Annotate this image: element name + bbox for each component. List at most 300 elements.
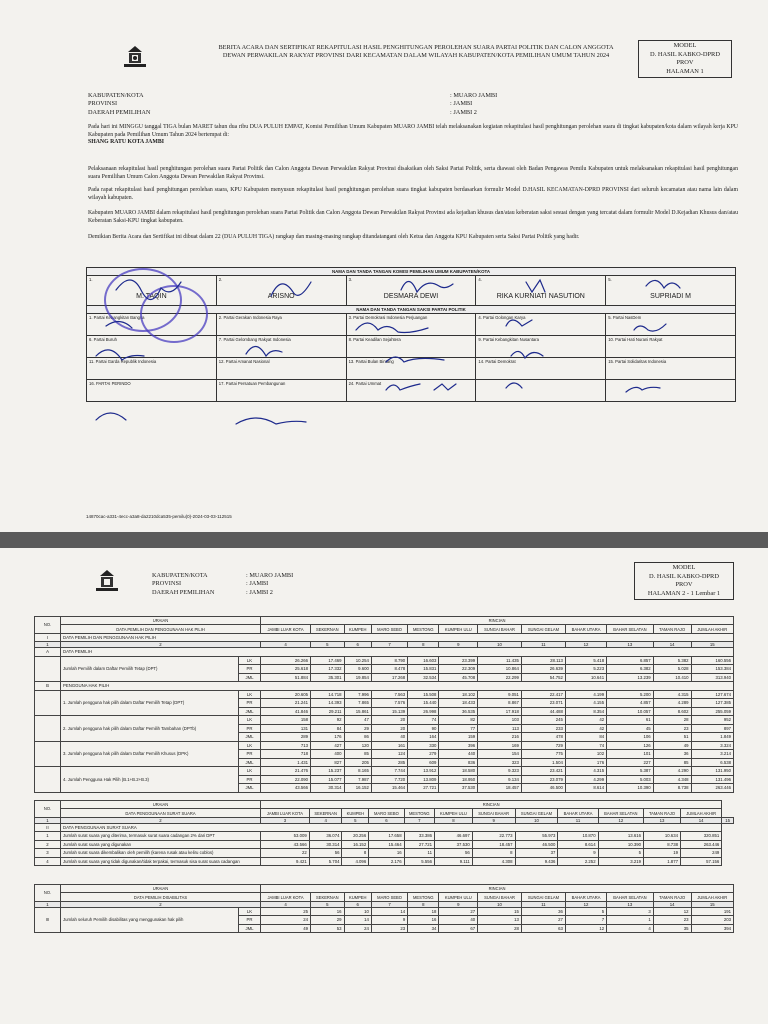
paragraph-opening-text: Pada hari ini MINGGU tanggal TIGA bulan MARET tahun dua ribu DUA PULUH EMPAT, Komisi Pemilihan Umum Kabupaten MUARO JAMBI telah melaksanakan kegiatan rekapitulasi hasil penghitungan perolehan suara di tingkat kabupaten/kota dalam wilayah kerja KPU Kabupaten pada Pemilihan Umum Tahun 2024 bertempat di: [88, 124, 738, 138]
gender-code: LK [239, 690, 261, 699]
kpu-logo-icon [120, 44, 150, 70]
cell-value: 169 [478, 741, 522, 750]
official-cell [476, 276, 606, 306]
cell-value: 25 [261, 907, 311, 916]
cell-value: 20.605 [261, 690, 311, 699]
gender-code: LK [239, 767, 261, 776]
cell-value: 2.176 [369, 857, 404, 866]
cell-value: 37.530 [439, 784, 478, 793]
cell-value: 28 [478, 924, 522, 933]
info-label-kabupaten: KABUPATEN/KOTA [152, 572, 208, 579]
header-district: MESTONG [404, 809, 434, 817]
cell-value: 3.214 [691, 750, 733, 759]
info-value-provinsi: : JAMBI [246, 580, 269, 588]
row-number [35, 716, 61, 742]
column-number: 6 [344, 901, 371, 907]
cell-value: 24 [261, 916, 311, 925]
header-section-title: DATA PENGGUNAAN SURAT SUARA [61, 809, 261, 817]
row-number: 4 [35, 857, 61, 866]
header-district: TAMAN RAJO [644, 809, 681, 817]
info-label-provinsi: PROVINSI [88, 100, 118, 108]
header-district: BAHAR SELATAN [598, 809, 643, 817]
column-number: 1 [35, 642, 61, 648]
cell-value: 26.639 [521, 665, 565, 674]
paragraph-place: SHANG RATU KOTA JAMBI [88, 139, 164, 146]
cell-value: 35.301 [311, 673, 345, 682]
gender-code: PR [239, 750, 261, 759]
row-number [35, 767, 61, 793]
cell-value: 25.618 [261, 665, 311, 674]
cell-value: 53.009 [261, 832, 310, 841]
table-row [35, 907, 734, 916]
section-a-number: A [35, 648, 61, 657]
cell-value: 396 [439, 741, 478, 750]
column-number: 2 [61, 817, 261, 823]
cell-value: 330 [408, 741, 439, 750]
party-label: 15. Partai Solidaritas Indonesia [608, 359, 667, 364]
official-number: 1. [89, 277, 93, 282]
saksi-signature-header: NAMA DAN TANDA TANGAN SAKSI PARTAI POLITIK [87, 306, 736, 314]
party-label: 9. Partai Kebangkitan Nusantara [478, 337, 539, 342]
cell-value: 609 [408, 758, 439, 767]
row-number: III [35, 907, 61, 933]
kpu-logo-icon [92, 568, 122, 594]
table-row [35, 716, 734, 725]
table-header-row [35, 893, 734, 901]
cell-value: 17.268 [371, 673, 407, 682]
document-id: 14870cac-a331-4ecc-a3a8-da2210dca535-pemilu(0)-2024-03-03-112515 [86, 514, 232, 519]
cell-value: 26.998 [408, 707, 439, 716]
official-name: M. TAQIN [136, 293, 167, 300]
cell-value: 40 [371, 733, 407, 742]
column-number: 10 [478, 642, 522, 648]
cell-value: 23 [653, 724, 691, 733]
kpu-signature-header: NAMA DAN TANDA TANGAN KOMISI PEMILIHAN UMUM KABUPATEN/KOTA [87, 268, 736, 276]
party-label: 24. Partai Ummat [348, 381, 382, 386]
cell-value: 15 [478, 907, 522, 916]
official-number: 5. [608, 277, 612, 282]
cell-value: 15.237 [311, 767, 345, 776]
cell-value: 7.987 [344, 775, 371, 784]
cell-value: 102 [565, 750, 606, 759]
row-label: 4. Jumlah Pengguna Hak Pilih (B.1+B.2+B.3) [61, 767, 239, 793]
cell-value: 90 [408, 724, 439, 733]
gender-code: LK [239, 716, 261, 725]
cell-value: 42 [565, 716, 606, 725]
cell-value: 36.074 [309, 832, 342, 841]
cell-value: 74 [565, 741, 606, 750]
cell-value: 28.113 [521, 656, 565, 665]
cell-value: 23 [371, 924, 407, 933]
column-number: 5 [311, 642, 345, 648]
cell-value: 14.718 [311, 690, 345, 699]
cell-value: 478 [521, 733, 565, 742]
cell-value: 5.223 [565, 665, 606, 674]
cell-value: 8.738 [644, 840, 681, 849]
column-number: 15 [722, 817, 734, 823]
cell-value: 10.390 [598, 840, 643, 849]
cell-value: 400 [311, 750, 345, 759]
cell-value: 46.697 [435, 832, 473, 841]
party-cell [606, 380, 736, 402]
row-label: 3. Jumlah pengguna hak pilih dalam Daftar Pemilih Khusus (DPK) [61, 741, 239, 767]
cell-value: 713 [261, 741, 311, 750]
model-box [638, 40, 732, 78]
gender-code: LK [239, 656, 261, 665]
party-label: 14. Partai Demokrat [478, 359, 516, 364]
header-district: SUNGAI BAHAR [478, 625, 522, 633]
cell-value: 54.752 [521, 673, 565, 682]
cell-value: 4.289 [653, 699, 691, 708]
cell-value: 49 [653, 741, 691, 750]
party-label: 16. PARTAI PERINDO [89, 381, 131, 386]
column-number: 1 [35, 901, 61, 907]
cell-value: 952 [691, 716, 733, 725]
cell-value: 440 [439, 750, 478, 759]
party-cell [87, 380, 217, 402]
section-b-body [35, 690, 734, 792]
section-a-title: DATA PEMILIH [61, 648, 734, 657]
section-1-row [35, 633, 734, 642]
party-label: 7. Partai Gelombang Rakyat Indonesia [218, 337, 291, 342]
column-number: 12 [598, 817, 643, 823]
cell-value: 9.111 [435, 857, 473, 866]
party-cell [216, 336, 346, 358]
cell-value: 11.435 [478, 656, 522, 665]
cell-value: 120 [344, 741, 371, 750]
section-2-body [35, 823, 734, 866]
column-number: 11 [521, 642, 565, 648]
row-label: Jumlah surat suara dikembalikan oleh pemilih (karena rusak atau keliru coblos) [61, 849, 261, 858]
table-header-row [35, 885, 734, 893]
cell-value: 51.884 [261, 673, 311, 682]
party-cell [346, 358, 476, 380]
party-label: 17. Partai Persatuan Pembangunan [218, 381, 286, 386]
cell-value: 7.720 [371, 775, 407, 784]
cell-value: 8.165 [344, 767, 371, 776]
cell-value: 8.738 [653, 784, 691, 793]
header-district: SUNGAI BAHAR [478, 893, 522, 901]
table-header-row [35, 809, 734, 817]
table-section-3 [34, 884, 734, 933]
cell-value: 22.090 [261, 775, 311, 784]
cell-value: 67 [439, 924, 478, 933]
header-district: BAHAR UTARA [558, 809, 598, 817]
table-row [35, 690, 734, 699]
model-line-2: D. HASIL KABKO-DPRD [649, 572, 719, 580]
cell-value: 161 [371, 741, 407, 750]
cell-value: 36.535 [439, 707, 478, 716]
column-number: 14 [653, 901, 691, 907]
cell-value: 729 [521, 741, 565, 750]
cell-value: 85 [653, 758, 691, 767]
cell-value: 27 [521, 916, 565, 925]
cell-value: 8 [472, 849, 515, 858]
gender-code: JML [239, 784, 261, 793]
cell-value: 12 [565, 924, 606, 933]
table-row [35, 741, 734, 750]
header-district: JUMLAH AKHIR [680, 809, 721, 817]
column-number: 5 [342, 817, 369, 823]
header-district: MARO SEBO [369, 809, 404, 817]
cell-value: 7.865 [344, 699, 371, 708]
section-2-row [35, 823, 734, 832]
header-district: KUMPEH ULU [439, 893, 478, 901]
cell-value: 15.440 [408, 699, 439, 708]
official-cell [346, 276, 476, 306]
info-labels-page2 [152, 572, 214, 597]
party-label: 11. Partai Garda Republik Indonesia [89, 359, 157, 364]
cell-value: 4.290 [653, 767, 691, 776]
cell-value: 23.399 [439, 656, 478, 665]
model-line-3: PROV [676, 59, 694, 67]
cell-value: 158 [261, 716, 311, 725]
cell-value: 227 [607, 758, 654, 767]
cell-value: 203 [691, 916, 733, 925]
column-number: 4 [309, 817, 342, 823]
cell-value: 4.315 [565, 767, 606, 776]
official-number: 2. [218, 277, 223, 282]
column-number: 4 [261, 901, 311, 907]
party-label: 12. Partai Amanat Nasional [218, 359, 270, 364]
cell-value: 13.239 [607, 673, 654, 682]
header-district: SUNGAI GELAM [521, 625, 565, 633]
cell-value: 323 [478, 758, 522, 767]
cell-value: 3 [607, 907, 654, 916]
info-labels [88, 92, 150, 117]
header-district: SUNGAI BAHAR [472, 809, 515, 817]
model-line-3: PROV [675, 581, 693, 589]
party-cell [476, 314, 606, 336]
row-number: 3 [35, 849, 61, 858]
cell-value: 37 [515, 849, 558, 858]
cell-value: 9.323 [478, 767, 522, 776]
paragraph-opening [88, 124, 738, 147]
cell-value: 32.534 [408, 673, 439, 682]
party-label: 13. Partai Bulan Bintang [348, 359, 394, 364]
row-number: 1 [35, 832, 61, 841]
header-rincian: RINCIAN [261, 617, 734, 625]
model-line-1: MODEL [672, 564, 696, 571]
cell-value: 13 [478, 916, 522, 925]
cell-value: 9 [558, 849, 598, 858]
column-number: 10 [478, 901, 522, 907]
cell-value: 56 [309, 849, 342, 858]
cell-value: 29.211 [311, 707, 345, 716]
cell-value: 1 [607, 916, 654, 925]
gender-code: JML [239, 673, 261, 682]
row-label: Jumlah surat suara yang tidak digunakan/tidak terpakai, termasuk sisa surat suara cadangan [61, 857, 261, 866]
party-label: 4. Partai Golongan Karya [478, 315, 526, 320]
table-row [35, 849, 734, 858]
column-number: 13 [607, 642, 654, 648]
cell-value: 45 [607, 724, 654, 733]
title-line-1: BERITA ACARA DAN SERTIFIKAT REKAPITULASI HASIL PENGHITUNGAN PEROLEHAN SUARA PARTAI POLITIK DAN CALON ANGGOTA [218, 44, 614, 51]
cell-value: 18.457 [478, 784, 522, 793]
cell-value: 36 [653, 750, 691, 759]
cell-value: 9.436 [515, 857, 558, 866]
cell-value: 5.387 [607, 767, 654, 776]
column-number: 1 [35, 817, 61, 823]
column-number: 13 [644, 817, 681, 823]
cell-value: 27 [439, 907, 478, 916]
party-label: 8. Partai Keadilan Sejahtera [348, 337, 401, 342]
column-number: 12 [565, 901, 606, 907]
cell-value: 15.508 [408, 690, 439, 699]
cell-value: 16 [311, 907, 345, 916]
cell-value: 82 [439, 716, 478, 725]
table-row [35, 840, 734, 849]
header-district: JUMLAH AKHIR [691, 893, 733, 901]
cell-value: 22 [261, 849, 310, 858]
cell-value: 41.846 [261, 707, 311, 716]
header-section-title: DATA PEMILIH DISABILITAS [61, 893, 261, 901]
cell-value: 14 [344, 916, 371, 925]
cell-value: 827 [311, 758, 345, 767]
cell-value: 23 [653, 916, 691, 925]
cell-value: 10.864 [478, 665, 522, 674]
header-district: BAHAR UTARA [565, 625, 606, 633]
row-number [35, 690, 61, 716]
column-number: 10 [515, 817, 558, 823]
document-title [190, 44, 642, 60]
header-district: MARO SEBO [371, 893, 407, 901]
info-label-dapil: DAERAH PEMILIHAN [88, 108, 151, 116]
cell-value: 127.674 [691, 690, 733, 699]
cell-value: 1.877 [644, 857, 681, 866]
cell-value: 18 [408, 907, 439, 916]
cell-value: 46.500 [521, 784, 565, 793]
party-label: 3. Partai Demokrasi Indonesia Perjuangan [348, 315, 428, 320]
info-value-provinsi: : JAMBI [450, 100, 473, 108]
column-number: 7 [371, 642, 407, 648]
paragraph-penutup: Demikian Berita Acara dan Sertifikat ini dibuat dalam 22 (DUA PULUH TIGA) rangkap dan masing-masing rangkap ditandatangani oleh Ketua dan Anggota KPU Kabupaten serta Saksi Partai Politik yang hadir. [88, 234, 580, 240]
cell-value: 7.576 [371, 699, 407, 708]
info-value-kabupaten: : MUARO JAMBI [450, 92, 498, 99]
cell-value: 18.457 [472, 840, 515, 849]
table-row [35, 656, 734, 665]
cell-value: 9.134 [478, 775, 522, 784]
header-district: JAMBI LUAR KOTA [261, 809, 310, 817]
party-label: 5. Partai NasDem [608, 315, 642, 320]
cell-value: 30.314 [309, 840, 342, 849]
party-label: 6. Partai Buruh [89, 337, 117, 342]
table-header-row [35, 617, 734, 625]
cell-value: 101 [607, 750, 654, 759]
cell-value: 10.057 [607, 707, 654, 716]
model-line-2: D. HASIL KABKO-DPRD [650, 50, 720, 58]
column-number: 8 [408, 642, 439, 648]
cell-value: 22.299 [478, 673, 522, 682]
gender-code: LK [239, 741, 261, 750]
header-uraian: URAIAN [61, 617, 261, 625]
table-row [35, 767, 734, 776]
party-cell [606, 358, 736, 380]
cell-value: 57.156 [680, 857, 721, 866]
cell-value: 15.464 [371, 784, 407, 793]
cell-value: 775 [521, 750, 565, 759]
party-cell [216, 380, 346, 402]
column-number: 2 [61, 642, 261, 648]
cell-value: 176 [311, 733, 345, 742]
cell-value: 84 [311, 724, 345, 733]
cell-value: 8.602 [653, 707, 691, 716]
cell-value: 8.790 [371, 656, 407, 665]
cell-value: 15.861 [344, 707, 371, 716]
cell-value: 127.385 [691, 699, 733, 708]
cell-value: 3.324 [691, 741, 733, 750]
info-label-kabupaten: KABUPATEN/KOTA [88, 92, 144, 99]
cell-value: 22.309 [439, 665, 478, 674]
column-number: 11 [558, 817, 598, 823]
official-name: DESMARA DEWI [383, 293, 439, 300]
header-district: BAHAR SELATAN [607, 893, 654, 901]
cell-value: 5.382 [653, 656, 691, 665]
cell-value: 23.079 [521, 775, 565, 784]
party-cell [476, 336, 606, 358]
header-district: TAMAN RAJO [653, 625, 691, 633]
section-2-number: II [35, 823, 61, 832]
header-district: SUNGAI GELAM [515, 809, 558, 817]
header-uraian: URAIAN [61, 801, 261, 809]
cell-value: 77 [439, 724, 478, 733]
cell-value: 92 [311, 716, 345, 725]
cell-value: 263.446 [691, 784, 733, 793]
column-number: 12 [565, 642, 606, 648]
document-page-2 [0, 548, 768, 1024]
party-cell [346, 380, 476, 402]
cell-value: 47 [344, 716, 371, 725]
header-district: JAMBI LUAR KOTA [261, 625, 311, 633]
signature-saksi-16 [96, 413, 126, 420]
info-value-dapil: : JAMBI 2 [450, 108, 477, 116]
cell-value: 131.496 [691, 775, 733, 784]
column-number: 15 [691, 642, 733, 648]
gender-code: PR [239, 699, 261, 708]
column-number: 9 [439, 642, 478, 648]
cell-value: 27.721 [408, 784, 439, 793]
header-district: MESTONG [408, 893, 439, 901]
cell-value: 53 [311, 924, 345, 933]
cell-value: 160.556 [691, 656, 733, 665]
header-district: KUMPEH ULU [439, 625, 478, 633]
party-cell [216, 358, 346, 380]
cell-value: 1.849 [691, 733, 733, 742]
row-number [35, 656, 61, 682]
cell-value: 16.152 [342, 840, 369, 849]
cell-value: 12 [653, 907, 691, 916]
party-label: 10. Partai Hati Nurani Rakyat [608, 337, 663, 342]
info-label-dapil: DAERAH PEMILIHAN [152, 588, 215, 596]
column-number: 6 [344, 642, 371, 648]
paragraph-rapat: Pada rapat rekapitulasi hasil penghitungan perolehan suara, KPU Kabupaten menyusun rekapitulasi hasil penghitungan perolehan suara tingkat kabupaten berdasarkan formulir Model D.HASIL KECAMATAN-DPRD PROVINSI dari seluruh kecamatan atau nama lain dalam wilayah kabupaten. [88, 187, 738, 201]
cell-value: 9.421 [261, 857, 310, 866]
column-number: 9 [439, 901, 478, 907]
cell-value: 4.199 [565, 690, 606, 699]
cell-value: 21.241 [261, 699, 311, 708]
cell-value: 4.315 [653, 690, 691, 699]
column-number: 3 [261, 817, 310, 823]
section-b-row [35, 682, 734, 691]
cell-value: 2.252 [558, 857, 598, 866]
model-box-page2 [634, 562, 734, 600]
column-number: 7 [404, 817, 434, 823]
gender-code: PR [239, 916, 261, 925]
cell-value: 34 [408, 924, 439, 933]
official-cell [606, 276, 736, 306]
cell-value: 36 [521, 907, 565, 916]
cell-value: 37.530 [435, 840, 473, 849]
